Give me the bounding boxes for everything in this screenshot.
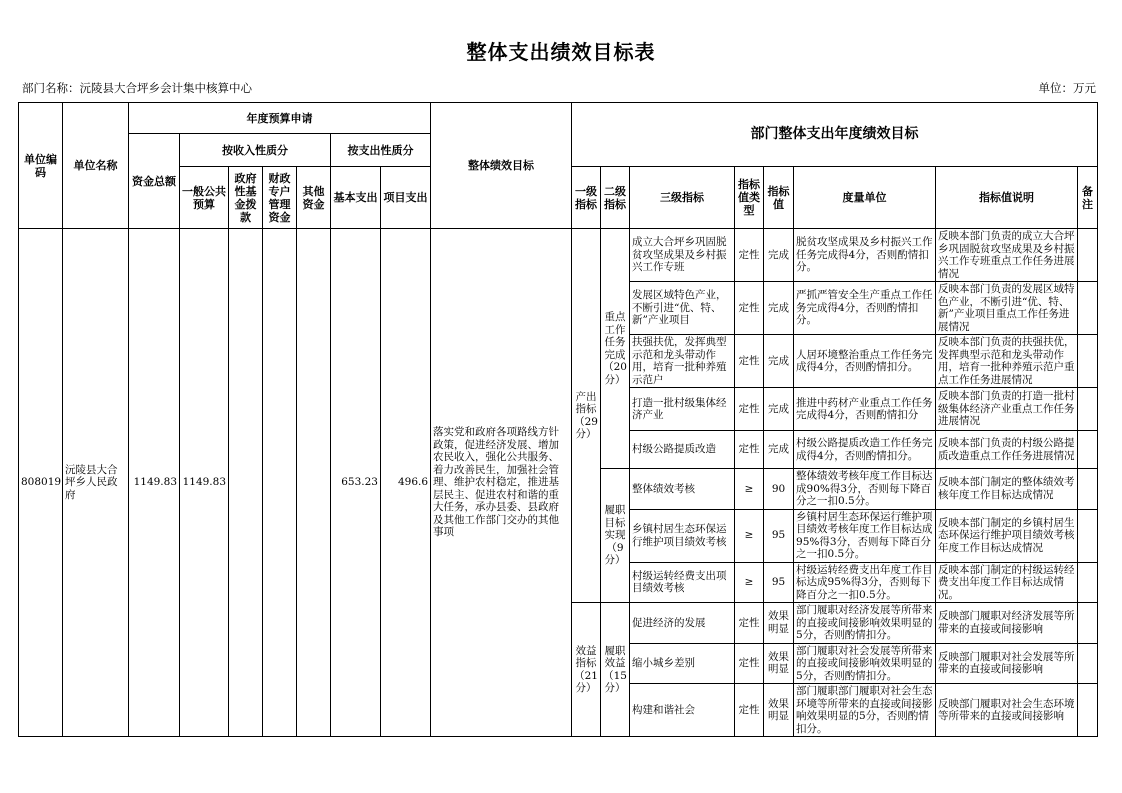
remark-cell bbox=[1078, 562, 1098, 603]
level3-cell: 扶强扶优，发挥典型示范和龙头带动作用，培育一批种养殖示范户 bbox=[630, 335, 735, 388]
level3-cell: 构建和谐社会 bbox=[630, 684, 735, 737]
measure-cell: 部门履职对社会发展等所带来的直接或间接影响效果明显的5分，否则酌情扣分。 bbox=[794, 643, 936, 684]
basic-expense-cell: 653.23 bbox=[331, 229, 381, 737]
indicator-type-cell: 定性 bbox=[735, 229, 764, 282]
indicator-type-cell: 定性 bbox=[735, 431, 764, 469]
explain-cell: 反映本部门负责的打造一批村级集体经济产业重点工作任务进展情况 bbox=[936, 388, 1078, 431]
indicator-type-cell: 定性 bbox=[735, 388, 764, 431]
header-remark: 备注 bbox=[1078, 167, 1098, 229]
measure-cell: 部门履职部门履职对社会生态环境等所带来的直接或间接影响效果明显的5分，否则酌情扣分。 bbox=[794, 684, 936, 737]
page-title: 整体支出绩效目标表 bbox=[466, 40, 656, 64]
level3-cell: 成立大合坪乡巩固脱贫攻坚成果及乡村振兴工作专班 bbox=[630, 229, 735, 282]
project-expense-cell: 496.6 bbox=[381, 229, 431, 737]
measure-cell: 推进中药材产业重点工作任务完成得4分，否则酌情扣分 bbox=[794, 388, 936, 431]
indicator-type-cell: 定性 bbox=[735, 643, 764, 684]
header-indicator-type: 指标值类型 bbox=[735, 167, 764, 229]
header-project-expense: 项目支出 bbox=[381, 167, 431, 229]
level3-cell: 村级公路提质改造 bbox=[630, 431, 735, 469]
remark-cell bbox=[1078, 388, 1098, 431]
measure-cell: 村级公路提质改造工作任务完成得4分，否则酌情扣分。 bbox=[794, 431, 936, 469]
header-unit-name: 单位名称 bbox=[63, 103, 129, 229]
header-general-budget: 一般公共预算 bbox=[180, 167, 229, 229]
unit-name-cell: 沅陵县大合坪乡人民政府 bbox=[63, 229, 129, 737]
level2-duty-effect: 履职效益（15分） bbox=[601, 603, 630, 737]
indicator-type-cell: ≥ bbox=[735, 562, 764, 603]
header-indicator-value: 指标值 bbox=[764, 167, 794, 229]
level3-cell: 缩小城乡差别 bbox=[630, 643, 735, 684]
explain-cell: 反映部门履职对社会发展等所带来的直接或间接影响 bbox=[936, 643, 1078, 684]
indicator-value-cell: 95 bbox=[764, 509, 794, 562]
gov-fund-cell bbox=[229, 229, 263, 737]
indicator-value-cell: 95 bbox=[764, 562, 794, 603]
indicator-value-cell: 效果明显 bbox=[764, 684, 794, 737]
explain-cell: 反映部门履职对经济发展等所带来的直接或间接影响 bbox=[936, 603, 1078, 644]
remark-cell bbox=[1078, 335, 1098, 388]
header-overall-goal: 整体绩效目标 bbox=[431, 103, 572, 229]
indicator-type-cell: 定性 bbox=[735, 282, 764, 335]
header-special-fund: 财政专户管理资金 bbox=[263, 167, 297, 229]
header-by-income: 按收入性质分 bbox=[180, 134, 331, 167]
explain-cell: 反映本部门制定的乡镇村居生态环保运行维护项目绩效考核年度工作目标达成情况 bbox=[936, 509, 1078, 562]
measure-cell: 严抓严管安全生产重点工作任务完成得4分，否则酌情扣分。 bbox=[794, 282, 936, 335]
header-annual-budget: 年度预算申请 bbox=[129, 103, 431, 134]
header-total-funds: 资金总额 bbox=[129, 134, 180, 229]
level1-effect: 效益指标（21分） bbox=[572, 603, 601, 737]
overall-goal-cell: 落实党和政府各项路线方针政策，促进经济发展、增加农民收入，强化公共服务、着力改善民生，加强社会管理、维护农村稳定，推进基层民主、促进农村和谐的重大任务，承办县委、县政府及其他工作部门交办的其他事项 bbox=[431, 229, 572, 737]
remark-cell bbox=[1078, 282, 1098, 335]
measure-cell: 整体绩效考核年度工作目标达成90%得3分，否则每下降百分之一扣0.5分。 bbox=[794, 469, 936, 510]
unit-code-cell: 808019 bbox=[19, 229, 63, 737]
total-funds-cell: 1149.83 bbox=[129, 229, 180, 737]
level3-cell: 促进经济的发展 bbox=[630, 603, 735, 644]
indicator-type-cell: 定性 bbox=[735, 603, 764, 644]
indicator-type-cell: 定性 bbox=[735, 684, 764, 737]
other-fund-cell bbox=[297, 229, 331, 737]
remark-cell bbox=[1078, 229, 1098, 282]
indicator-value-cell: 完成 bbox=[764, 229, 794, 282]
indicator-value-cell: 完成 bbox=[764, 335, 794, 388]
indicator-value-cell: 完成 bbox=[764, 388, 794, 431]
explain-cell: 反映本部门负责的村级公路提质改造重点工作任务进展情况 bbox=[936, 431, 1078, 469]
explain-cell: 反映本部门制定的村级运转经费支出年度工作目标达成情况。 bbox=[936, 562, 1078, 603]
level2-key-tasks: 重点工作任务完成（20分） bbox=[601, 229, 630, 469]
level2-duty-goal: 履职目标实现（9分） bbox=[601, 469, 630, 603]
explain-cell: 反映本部门制定的整体绩效考核年度工作目标达成情况 bbox=[936, 469, 1078, 510]
header-explain: 指标值说明 bbox=[936, 167, 1078, 229]
measure-cell: 脱贫攻坚成果及乡村振兴工作任务完成得4分，否则酌情扣分。 bbox=[794, 229, 936, 282]
level3-cell: 整体绩效考核 bbox=[630, 469, 735, 510]
general-budget-cell: 1149.83 bbox=[180, 229, 229, 737]
header-basic-expense: 基本支出 bbox=[331, 167, 381, 229]
level1-output: 产出指标（29分） bbox=[572, 229, 601, 603]
measure-cell: 人居环境整治重点工作任务完成得4分，否则酌情扣分。 bbox=[794, 335, 936, 388]
indicator-value-cell: 完成 bbox=[764, 431, 794, 469]
indicator-value-cell: 效果明显 bbox=[764, 603, 794, 644]
performance-table bbox=[18, 102, 1098, 737]
department-name: 部门名称：沅陵县大合坪乡会计集中核算中心 bbox=[22, 81, 252, 95]
explain-cell: 反映部门履职对社会生态环境等所带来的直接或间接影响 bbox=[936, 684, 1078, 737]
level3-cell: 发展区域特色产业，不断引进“优、特、新”产业项目 bbox=[630, 282, 735, 335]
header-level2: 二级指标 bbox=[601, 167, 630, 229]
explain-cell: 反映本部门负责的扶强扶优，发挥典型示范和龙头带动作用，培育一批种养殖示范户重点工作任务进展情况 bbox=[936, 335, 1078, 388]
indicator-value-cell: 效果明显 bbox=[764, 643, 794, 684]
currency-unit: 单位：万元 bbox=[1038, 81, 1096, 95]
header-other-fund: 其他资金 bbox=[297, 167, 331, 229]
header-measure-unit: 度量单位 bbox=[794, 167, 936, 229]
remark-cell bbox=[1078, 509, 1098, 562]
level3-cell: 乡镇村居生态环保运行维护项目绩效考核 bbox=[630, 509, 735, 562]
indicator-type-cell: ≥ bbox=[735, 469, 764, 510]
remark-cell bbox=[1078, 431, 1098, 469]
explain-cell: 反映本部门负责的成立大合坪乡巩固脱贫攻坚成果及乡村振兴工作专班重点工作任务进展情况 bbox=[936, 229, 1078, 282]
indicator-value-cell: 完成 bbox=[764, 282, 794, 335]
remark-cell bbox=[1078, 643, 1098, 684]
special-fund-cell bbox=[263, 229, 297, 737]
header-unit-code: 单位编码 bbox=[19, 103, 63, 229]
level3-cell: 打造一批村级集体经济产业 bbox=[630, 388, 735, 431]
explain-cell: 反映本部门负责的发展区域特色产业，不断引进“优、特、新”产业项目重点工作任务进展情况 bbox=[936, 282, 1078, 335]
header-level3: 三级指标 bbox=[630, 167, 735, 229]
header-gov-fund: 政府性基金拨款 bbox=[229, 167, 263, 229]
remark-cell bbox=[1078, 684, 1098, 737]
header-by-expense: 按支出性质分 bbox=[331, 134, 431, 167]
header-dept-goal: 部门整体支出年度绩效目标 bbox=[572, 103, 1098, 167]
indicator-type-cell: 定性 bbox=[735, 335, 764, 388]
indicator-value-cell: 90 bbox=[764, 469, 794, 510]
header-level1: 一级指标 bbox=[572, 167, 601, 229]
remark-cell bbox=[1078, 603, 1098, 644]
measure-cell: 乡镇村居生态环保运行维护项目绩效考核年度工作目标达成95%得3分，否则每下降百分之一扣0.5分。 bbox=[794, 509, 936, 562]
level3-cell: 村级运转经费支出项目绩效考核 bbox=[630, 562, 735, 603]
measure-cell: 村级运转经费支出年度工作目标达成95%得3分，否则每下降百分之一扣0.5分。 bbox=[794, 562, 936, 603]
indicator-type-cell: ≥ bbox=[735, 509, 764, 562]
measure-cell: 部门履职对经济发展等所带来的直接或间接影响效果明显的5分，否则酌情扣分。 bbox=[794, 603, 936, 644]
remark-cell bbox=[1078, 469, 1098, 510]
